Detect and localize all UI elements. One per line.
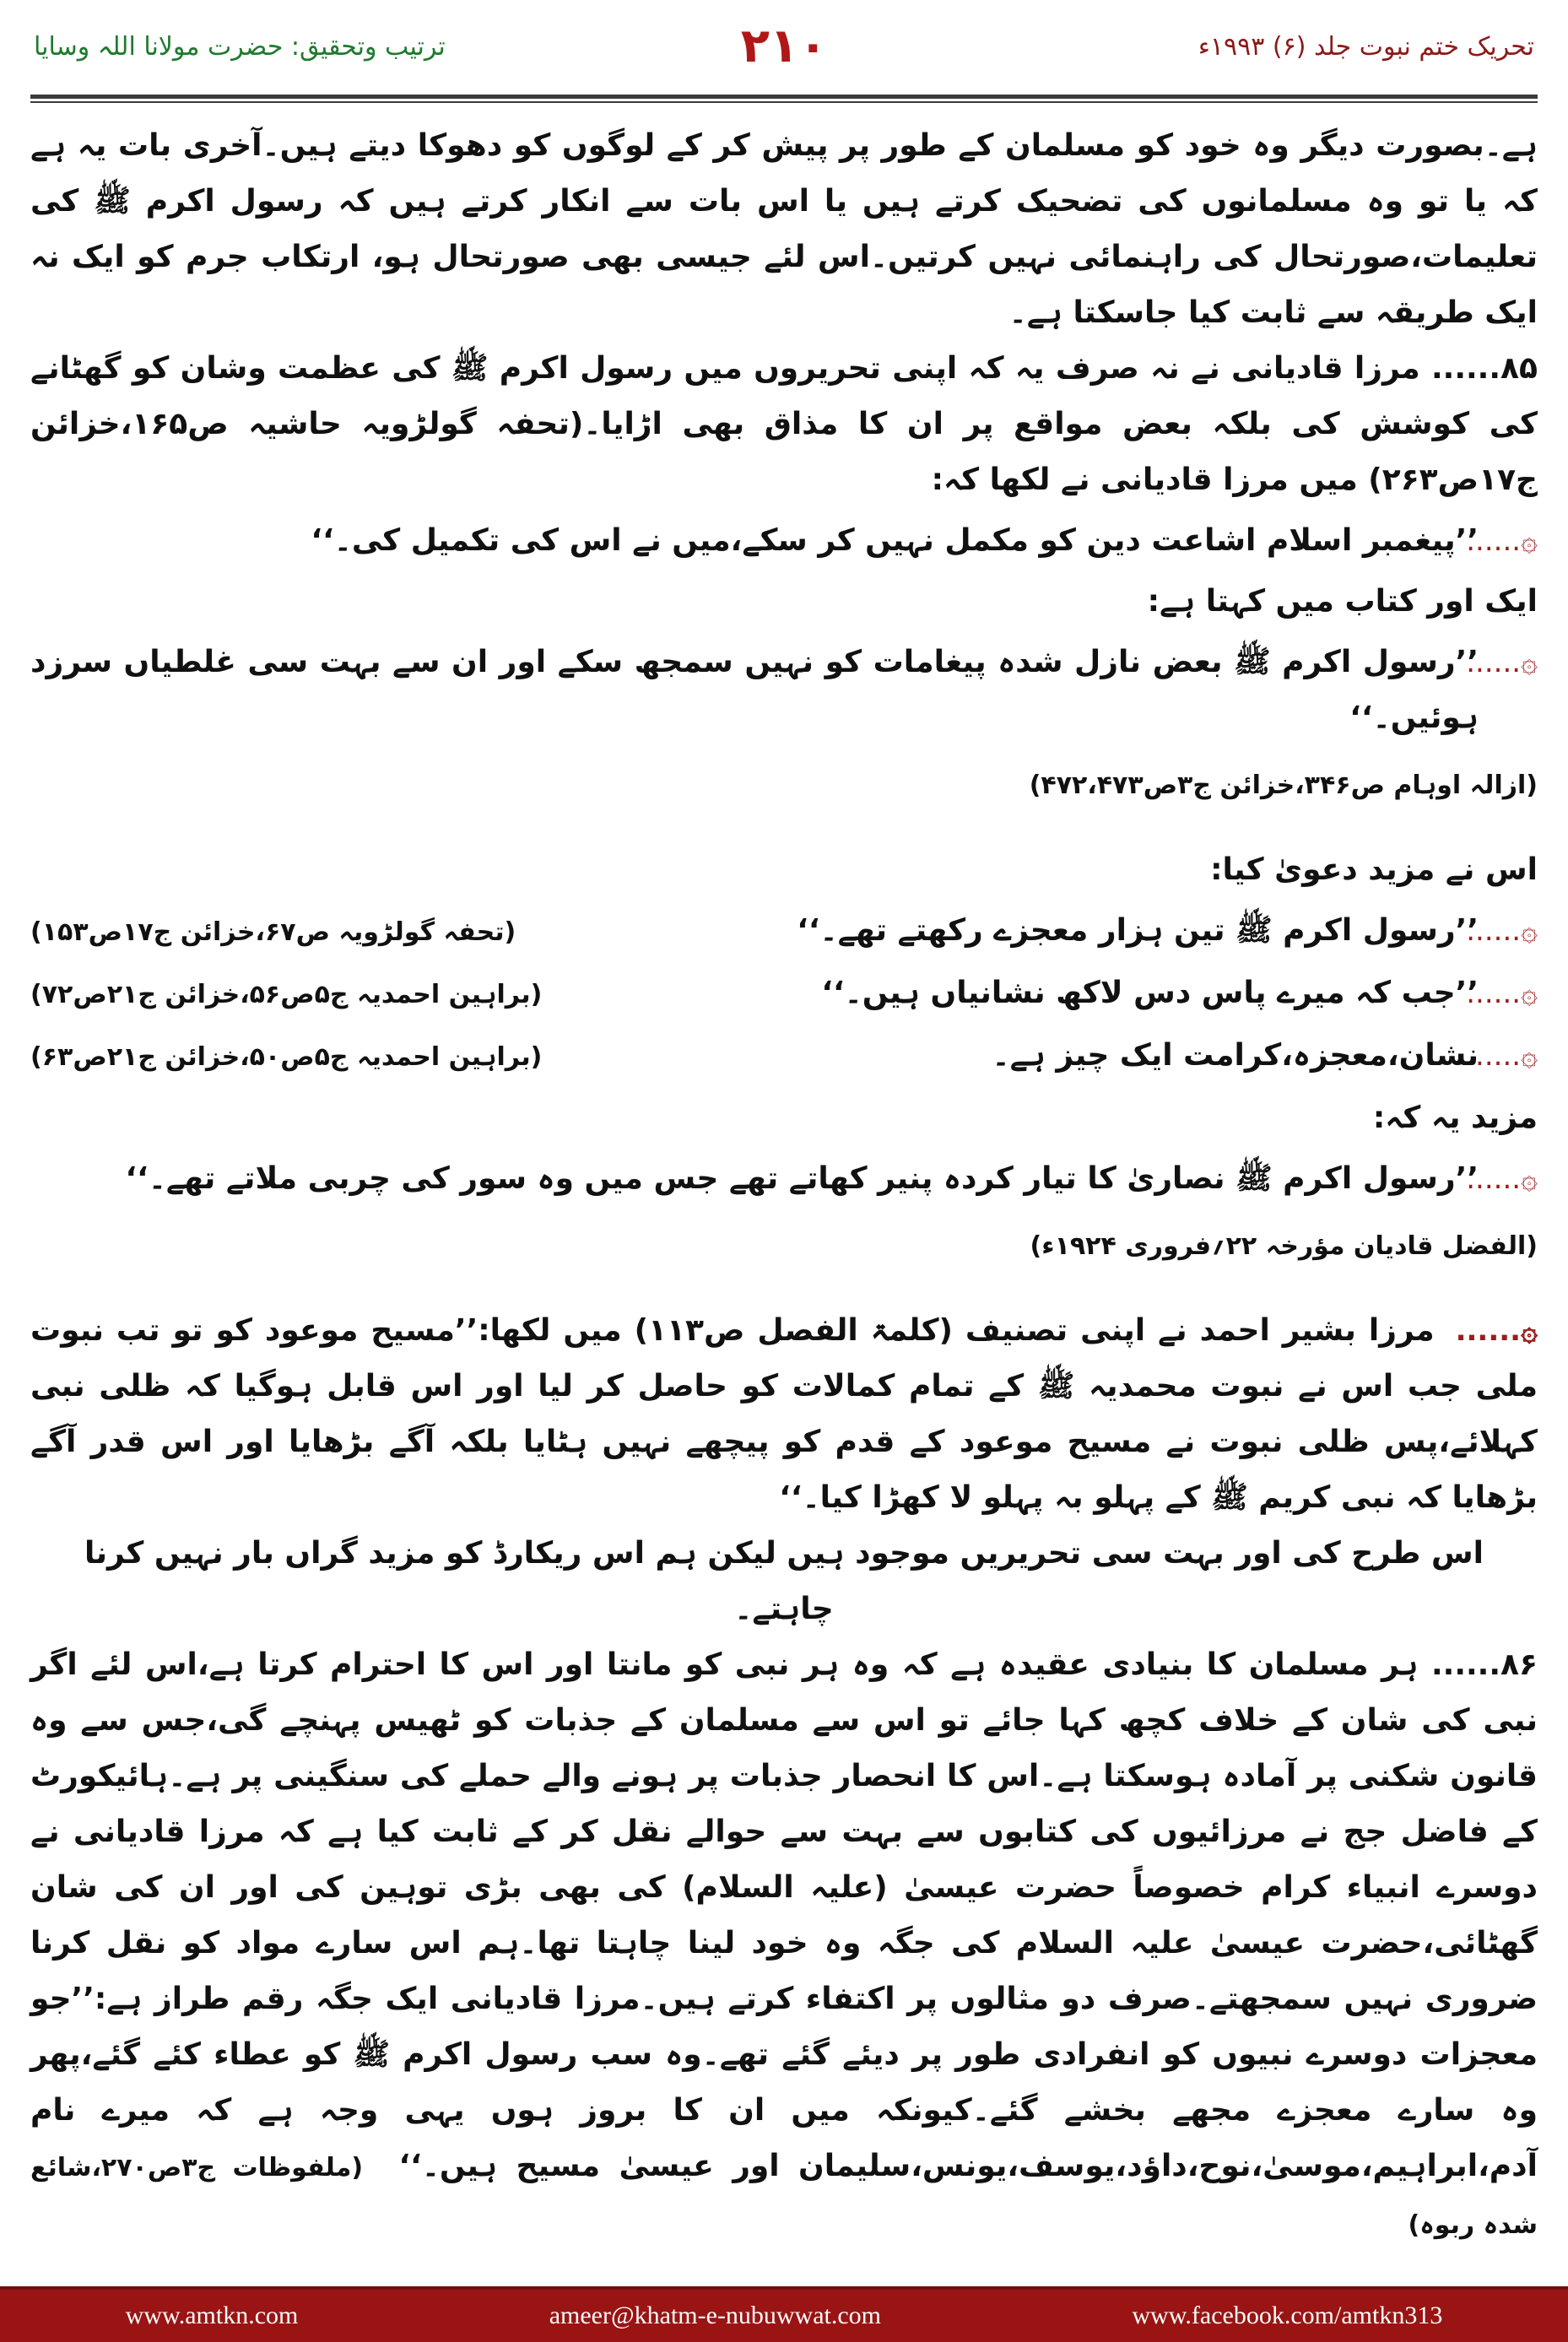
compiler-credit: ترتیب وتحقیق: حضرت مولانا اللہ وسایا [34,32,446,62]
star-icon: ۞...... [1466,976,1538,1010]
reference: (الفضل قادیان مؤرخہ ۲۲؍فروری ۱۹۲۴ء) [1030,1231,1538,1261]
quote-item [30,513,1538,569]
paragraph-86 [30,1637,1538,2253]
quote-text: ’’رسول اکرم ﷺ تین ہزار معجزے رکھتے تھے۔‘‘ [797,913,1479,948]
email-link[interactable]: ameer@khatm-e-nubuwwat.com [549,2301,882,2329]
star-icon: ۞...... [1466,1162,1538,1196]
website-link[interactable]: www.amtkn.com [125,2301,299,2329]
reference: (ملفوظات ج۳ص۲۷۰،شائع شدہ ربوہ) [30,2153,1538,2240]
quote-text: نشان،معجزہ،کرامت ایک چیز ہے۔ [992,1038,1479,1073]
page-footer [0,2290,1568,2342]
paragraph-text: مرزا بشیر احمد نے اپنی تصنیف (کلمۃ الفصل ص۱۱۳) میں لکھا:’’مسیح موعود کو تو تب نبوت ملی جب اس نے نبوت محمدیہ ﷺ کے تمام کمالات کو حاصل کر لیا اور اس قابل ہوگیا کہ ظلی نبی کہلائے،پس ظلی نبوت نے مسیح موعود کے قدم کو پیچھے نہیں ہٹایا بلکہ آگے بڑھایا اور اس قدر آگے بڑھایا کہ نبی کریم ﷺ کے پہلو بہ پہلو لا کھڑا کیا۔‘‘ [30,1313,1538,1515]
page-header [0,0,1568,101]
paragraph-number: ۸۵...... [1430,351,1538,386]
reference: (براہین احمدیہ ج۵ص۵۶،خزائن ج۲۱ص۷۲) [30,980,543,1009]
quote-text: ’’جب کہ میرے پاس دس لاکھ نشانیاں ہیں۔‘‘ [821,976,1479,1010]
intro-line: مزید یہ کہ: [1372,1101,1538,1135]
star-icon: ۞...... [1466,646,1538,679]
paragraph-text: ہر مسلمان کا بنیادی عقیدہ ہے کہ وہ ہر نبی کو مانتا اور اس کا احترام کرتا ہے،اس لئے اگر نبی کی شان کے خلاف کچھ کہا جائے تو اس سے مسلمان کے جذبات کو ٹھیس پہنچے گی،جس سے وہ قانون شکنی پر آمادہ ہوسکتا ہے۔اس کا انحصار جذبات پر ہونے والے حملے کی سنگینی پر ہے۔ہائیکورٹ کے فاضل جج نے مرزائیوں کی کتابوں سے بہت سے حوالے نقل کر کے ثابت کیا ہے کہ مرزا قادیانی نے دوسرے انبیاء کرام خصوصاً حضرت عیسیٰ (علیہ السلام) کی بھی بڑی توہین کی اور ان کی شان گھٹائی،حضرت عیسیٰ علیہ السلام کی جگہ وہ خود لینا چاہتا تھا۔ہم اس سارے مواد کو نقل کرنا ضروری نہیں سمجھتے۔صرف دو مثالوں پر اکتفاء کرتے ہیں۔مرزا قادیانی ایک جگہ رقم طراز ہے:’’جو معجزات دوسرے نبیوں کو انفرادی طور پر دیئے گئے تھے۔وہ سب رسول اکرم ﷺ کو عطاء کئے گئے،پھر وہ سارے معجزے مجھے بخشے گئے۔کیونکہ میں ان کا بروز ہوں یہی وجہ ہے کہ میرے نام آدم،ابراہیم،موسیٰ،نوح،داؤد،یوسف،یونس،سلیمان اور عیسیٰ مسیح ہیں۔‘‘ [30,1647,1538,2183]
quote-item [30,1028,1538,1085]
paragraph-85 [30,341,1538,508]
reference: (تحفہ گولڑویہ ص۶۷،خزائن ج۱۷ص۱۵۳) [30,917,516,947]
quote-item [30,635,1538,746]
star-icon: ۞...... [1466,914,1538,948]
quote-text: ’’پیغمبر اسلام اشاعت دین کو مکمل نہیں کر سکے،میں نے اس کی تکمیل کی۔‘‘ [311,523,1479,558]
page-body [30,118,1538,2240]
intro-line: ایک اور کتاب میں کہتا ہے: [1147,584,1538,619]
paragraph-bashir [30,1303,1538,1526]
quote-text: ’’رسول اکرم ﷺ نصاریٰ کا تیار کردہ پنیر کھاتے تھے جس میں وہ سور کی چربی ملاتے تھے۔‘‘ [125,1161,1479,1196]
quote-item [30,1151,1538,1207]
star-icon: ۞...... [1466,524,1538,558]
book-title: تحریک ختم نبوت جلد (۶) ۱۹۹۳ء [1198,32,1534,62]
paragraph-intro: ہے۔بصورت دیگر وہ خود کو مسلمان کے طور پر پیش کر کے لوگوں کو دھوکا دیتے ہیں۔آخری بات یہ ہے کہ یا تو وہ مسلمانوں کی تضحیک کرتے ہیں یا اس بات سے انکار کرتے ہیں کہ رسول اکرم ﷺ کی تعلیمات،صورتحال کی راہنمائی نہیں کرتیں۔اس لئے جیسی بھی صورتحال ہو، ارتکاب جرم کو ایک نہ ایک طریقہ سے ثابت کیا جاسکتا ہے۔ [30,128,1538,330]
quote-item [30,903,1538,960]
facebook-link[interactable]: www.facebook.com/amtkn313 [1132,2301,1443,2329]
quote-text: ’’رسول اکرم ﷺ بعض نازل شدہ پیغامات کو نہیں سمجھ سکے اور ان سے بہت سی غلطیاں سرزد ہوئیں۔‘‘ [30,645,1479,735]
star-icon: ۞...... [1466,1039,1538,1073]
reference: (براہین احمدیہ ج۵ص۵۰،خزائن ج۲۱ص۶۳) [30,1042,543,1072]
star-icon: ۞...... [1455,1314,1538,1348]
quote-item [30,965,1538,1023]
paragraph-number: ۸۶...... [1430,1647,1538,1682]
header-divider [30,95,1538,103]
intro-line: اس نے مزید دعویٰ کیا: [1210,852,1538,887]
reference: (ازالہ اوہام ص۳۴۶،خزائن ج۳ص۴۷۲،۴۷۳) [1029,771,1538,800]
paragraph-text: مرزا قادیانی نے نہ صرف یہ کہ اپنی تحریروں میں رسول اکرم ﷺ کی عظمت وشان کو گھٹانے کی کوشش کی بلکہ بعض مواقع پر ان کا مذاق بھی اڑایا۔(تحفہ گولڑویہ حاشیہ ص۱۶۵،خزائن ج۱۷ص۲۶۳) میں مرزا قادیانی نے لکھا کہ: [30,351,1538,497]
paragraph-more: اس طرح کی اور بہت سی تحریریں موجود ہیں لیکن ہم اس ریکارڈ کو مزید گراں بار نہیں کرنا چاہتے۔ [84,1536,1484,1626]
page-number: ۲۱۰ [740,19,828,73]
